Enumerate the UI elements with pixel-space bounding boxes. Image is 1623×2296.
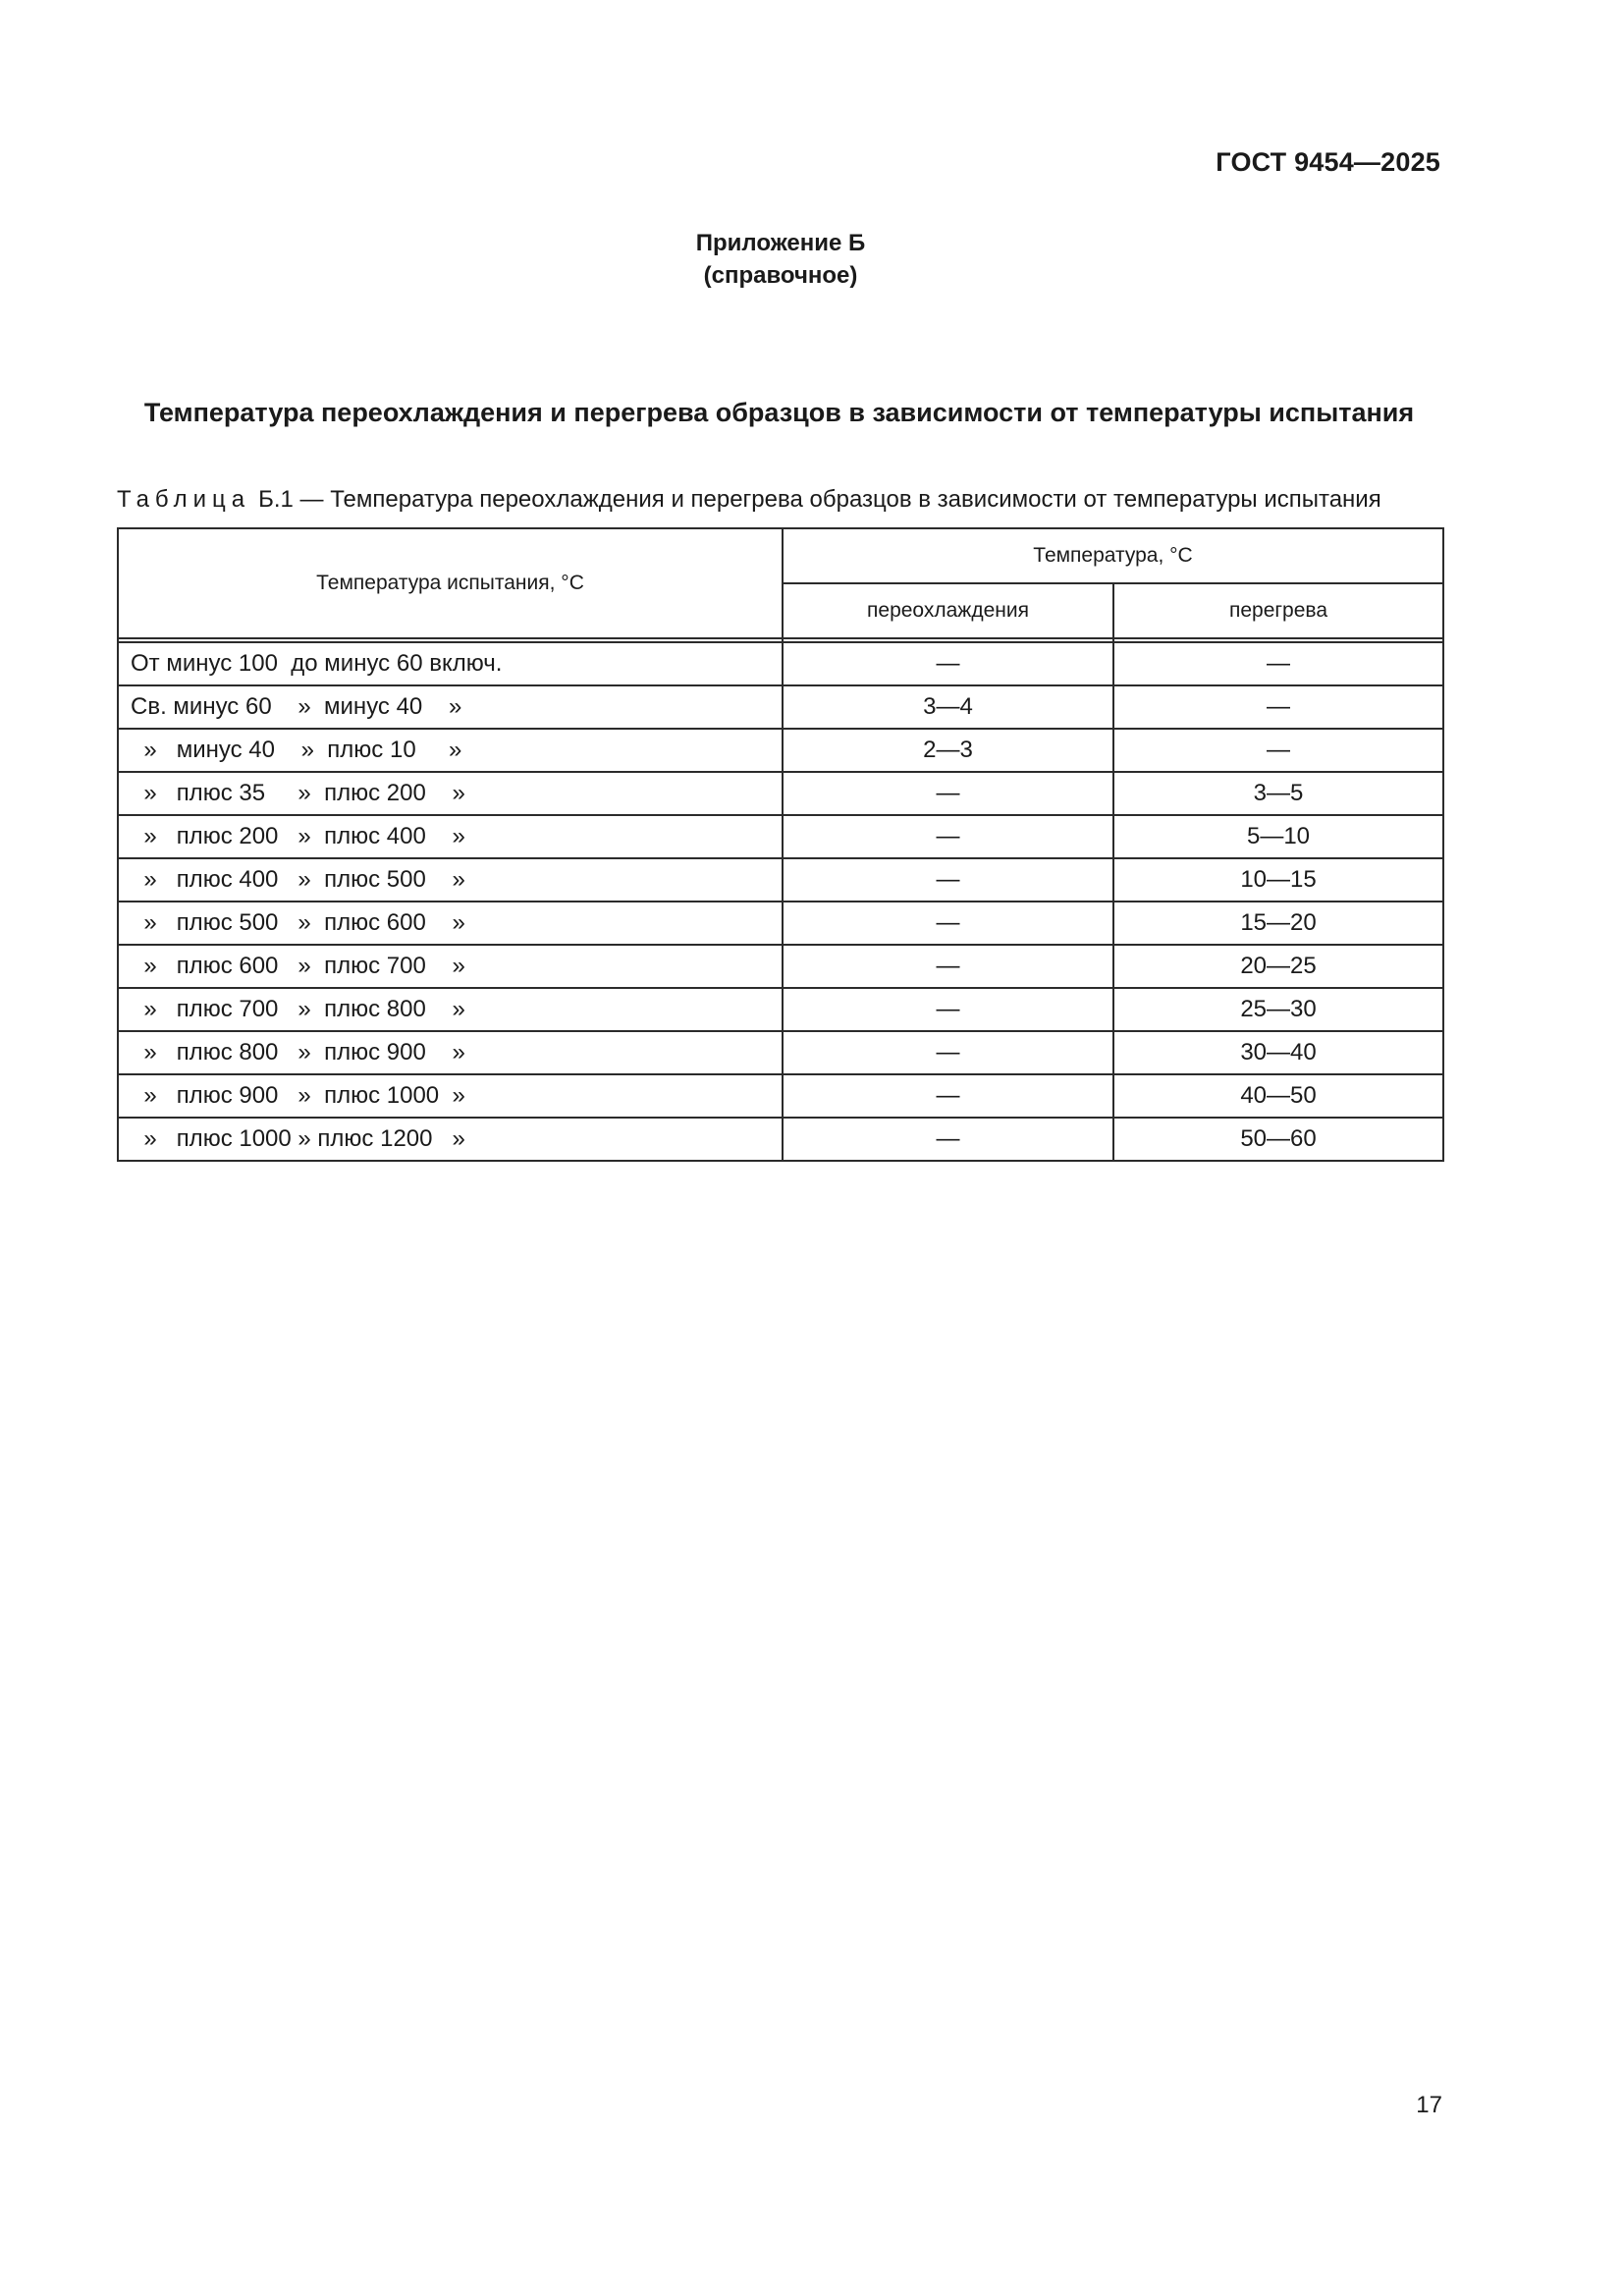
cell-supercooling: 3—4 (783, 685, 1113, 729)
cell-overheating: 5—10 (1113, 815, 1443, 858)
table-row (118, 1074, 1443, 1118)
table-caption-label: Таблица (117, 486, 251, 513)
table-row (118, 1118, 1443, 1161)
cell-supercooling: 2—3 (783, 729, 1113, 772)
cell-test-temperature-range: » плюс 700 » плюс 800 » (118, 988, 783, 1031)
cell-supercooling: — (783, 1118, 1113, 1161)
section-title: Температура переохлаждения и перегрева образцов в зависимости от температуры испытания (143, 398, 1415, 427)
cell-overheating: 10—15 (1113, 858, 1443, 902)
cell-supercooling: — (783, 902, 1113, 945)
table-row (118, 1031, 1443, 1074)
appendix-heading (0, 227, 1561, 292)
cell-test-temperature-range: Св. минус 60 » минус 40 » (118, 685, 783, 729)
header-test-temperature: Температура испытания, °С (118, 528, 783, 638)
cell-overheating: 20—25 (1113, 945, 1443, 988)
cell-test-temperature-range: От минус 100 до минус 60 включ. (118, 642, 783, 685)
cell-overheating: 3—5 (1113, 772, 1443, 815)
cell-supercooling: — (783, 945, 1113, 988)
cell-test-temperature-range: » плюс 1000 » плюс 1200 » (118, 1118, 783, 1161)
document-code: ГОСТ 9454—2025 (1216, 147, 1440, 177)
cell-supercooling: — (783, 988, 1113, 1031)
cell-overheating: 15—20 (1113, 902, 1443, 945)
table-row (118, 815, 1443, 858)
table-row (118, 685, 1443, 729)
cell-test-temperature-range: » плюс 900 » плюс 1000 » (118, 1074, 783, 1118)
cell-overheating: 50—60 (1113, 1118, 1443, 1161)
cell-supercooling: — (783, 858, 1113, 902)
table-row (118, 772, 1443, 815)
header-overheating: перегрева (1113, 583, 1443, 638)
cell-overheating: 25—30 (1113, 988, 1443, 1031)
cell-supercooling: — (783, 772, 1113, 815)
table-row (118, 642, 1443, 685)
table-header-row (118, 528, 1443, 583)
temperature-table (117, 527, 1444, 1162)
cell-overheating: 40—50 (1113, 1074, 1443, 1118)
cell-overheating: — (1113, 729, 1443, 772)
cell-overheating: — (1113, 642, 1443, 685)
cell-test-temperature-range: » минус 40 » плюс 10 » (118, 729, 783, 772)
appendix-title: Приложение Б (695, 230, 866, 256)
cell-supercooling: — (783, 1031, 1113, 1074)
table-caption-text: Б.1 — Температура переохлаждения и перегрева образцов в зависимости от температуры испытания (258, 486, 1381, 513)
cell-test-temperature-range: » плюс 200 » плюс 400 » (118, 815, 783, 858)
table-row (118, 945, 1443, 988)
header-temperature-group: Температура, °С (783, 528, 1443, 583)
table-row (118, 988, 1443, 1031)
cell-test-temperature-range: » плюс 800 » плюс 900 » (118, 1031, 783, 1074)
cell-test-temperature-range: » плюс 600 » плюс 700 » (118, 945, 783, 988)
cell-test-temperature-range: » плюс 500 » плюс 600 » (118, 902, 783, 945)
table-row (118, 858, 1443, 902)
page-number: 17 (1416, 2092, 1442, 2118)
cell-test-temperature-range: » плюс 35 » плюс 200 » (118, 772, 783, 815)
cell-supercooling: — (783, 642, 1113, 685)
cell-supercooling: — (783, 815, 1113, 858)
cell-supercooling: — (783, 1074, 1113, 1118)
header-supercooling: переохлаждения (783, 583, 1113, 638)
table-caption (117, 486, 1442, 514)
cell-overheating: — (1113, 685, 1443, 729)
cell-test-temperature-range: » плюс 400 » плюс 500 » (118, 858, 783, 902)
table-row (118, 902, 1443, 945)
cell-overheating: 30—40 (1113, 1031, 1443, 1074)
table-row (118, 729, 1443, 772)
appendix-subtitle: (справочное) (703, 262, 858, 289)
